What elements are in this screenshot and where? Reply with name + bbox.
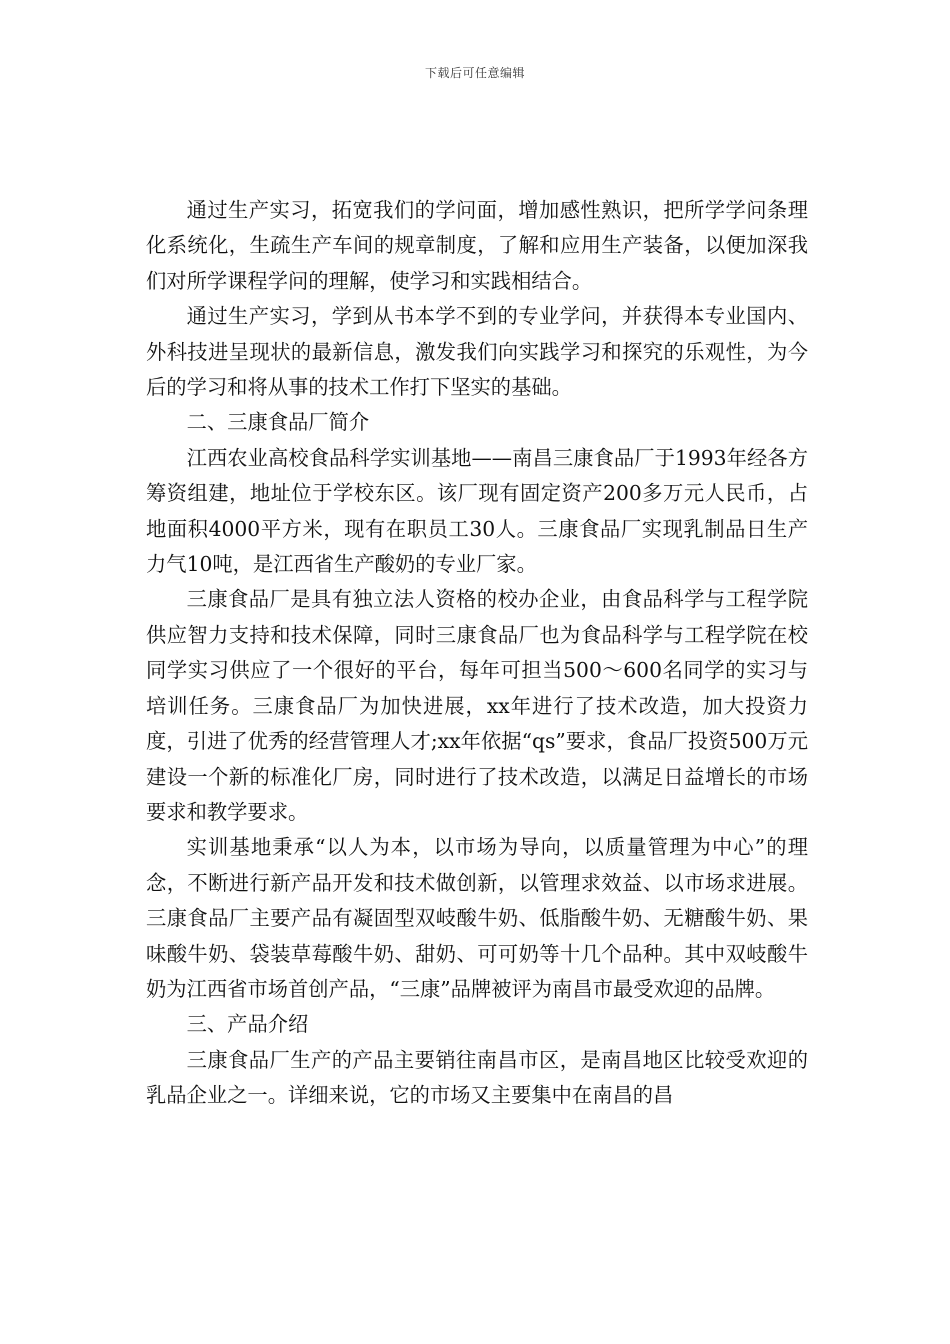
paragraph-internship-purpose-1: 通过生产实习，拓宽我们的学问面，增加感性熟识，把所学学问条理化系统化，生疏生产车间的规章制度，了解和应用生产装备，以便加深我们对所学课程学问的理解，使学习和实践相结合。	[146, 198, 808, 293]
section-heading-product-intro: 三、产品介绍	[186, 1012, 309, 1037]
document-body	[146, 193, 808, 1114]
paragraph-product-market: 三康食品厂生产的产品主要销往南昌市区，是南昌地区比较受欢迎的乳品企业之一。详细来说，它的市场又主要集中在南昌的昌	[146, 1047, 808, 1108]
paragraph-factory-enterprise: 三康食品厂是具有独立法人资格的校办企业，由食品科学与工程学院供应智力支持和技术保障，同时三康食品厂也为食品科学与工程学院在校同学实习供应了一个很好的平台，每年可担当500～600名同学的实习与培训任务。三康食品厂为加快进展，xx年进行了技术改造，加大投资力度，引进了优秀的经营管理人才;xx年依据“qs”要求，食品厂投资500万元建设一个新的标准化厂房，同时进行了技术改造，以满足日益增长的市场要求和教学要求。	[146, 587, 808, 824]
paragraph-factory-overview: 江西农业高校食品科学实训基地——南昌三康食品厂于1993年经各方筹资组建，地址位于学校东区。该厂现有固定资产200多万元人民币，占地面积4000平方米，现有在职员工30人。三康食品厂实现乳制品日生产力气10吨，是江西省生产酸奶的专业厂家。	[146, 445, 808, 577]
section-heading-factory-intro: 二、三康食品厂简介	[186, 410, 370, 435]
paragraph-internship-purpose-2: 通过生产实习，学到从书本学不到的专业学问，并获得本专业国内、外科技进呈现状的最新信息，激发我们向实践学习和探究的乐观性，为今后的学习和将从事的技术工作打下坚实的基础。	[146, 304, 808, 400]
page-header: 下载后可任意编辑	[424, 66, 525, 80]
paragraph-training-base-philosophy: 实训基地秉承“以人为本，以市场为导向，以质量管理为中心”的理念，不断进行新产品开发和技术做创新，以管理求效益、以市场求进展。三康食品厂主要产品有凝固型双岐酸牛奶、低脂酸牛奶、无糖酸牛奶、果味酸牛奶、袋装草莓酸牛奶、甜奶、可可奶等十几个品种。其中双岐酸牛奶为江西省市场首创产品，“三康”品牌被评为南昌市最受欢迎的品牌。	[146, 835, 808, 1001]
